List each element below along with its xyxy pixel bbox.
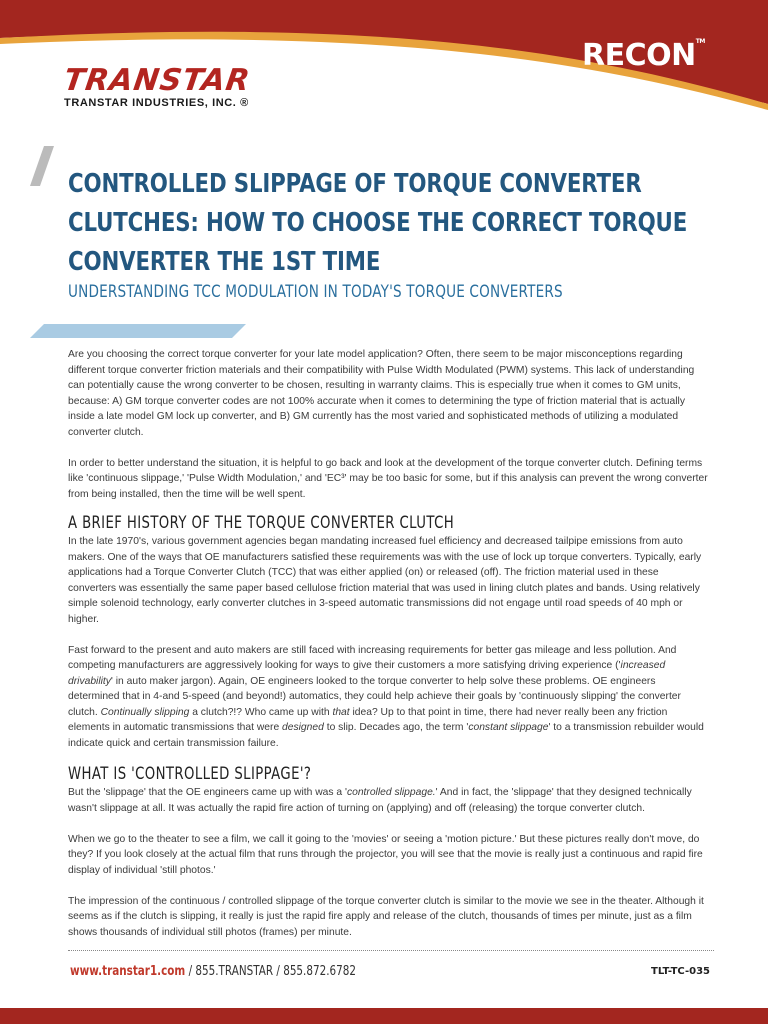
intro-paragraph: Are you choosing the correct torque converter for your late model application? Often, there seem to be major misconceptions regarding different torque converter friction materials and their compatibility with Pulse Width Modulated (PWM) systems. This lack of understanding can potentially cause the wrong converter to be chosen, resulting in warranty claims. This is especially true when it comes to GM units, because: A) GM torque converter codes are not 100% accurate when it comes to determining the type of friction material that is actually inside a late model GM lock up converter, and B) GM currently has the most varied and sophisticated methods of utilizing a modulated converter clutch. — [68, 349, 695, 438]
footer-bar — [0, 1008, 768, 1024]
slippage-paragraph: But the 'slippage' that the OE engineers came up with was a 'controlled slippage.' And in fact, the 'slippage' that they designed technically wasn't slippage at all. It was actually the rapid fire action of turning on (applying) and off (releasing) the torque converter clutch. — [68, 787, 692, 814]
article-body — [68, 347, 708, 956]
page-title — [68, 165, 708, 282]
transtar-logo — [61, 63, 253, 109]
title-line: CONTROLLED SLIPPAGE OF TORQUE CONVERTER — [68, 169, 642, 199]
subtitle-underline-bar — [30, 324, 246, 338]
website-link[interactable]: www.transtar1.com — [70, 964, 186, 979]
title-slash-accent — [30, 146, 54, 186]
document-id: TLT-TC-035 — [651, 966, 710, 977]
footer-contact — [70, 964, 356, 979]
recon-logo — [582, 38, 705, 73]
title-line: CLUTCHES: HOW TO CHOOSE THE CORRECT TORQUE — [68, 208, 688, 238]
recon-logo-text: RECON — [582, 38, 696, 73]
slippage-paragraph: When we go to the theater to see a film, we call it going to the 'movies' or seeing a 'motion picture.' But these pictures really don't move, do they? If you look closely at the actual film that runs through the projector, you will see that the movie is really just a continuous and rapid fire display of individual 'still photos.' — [68, 833, 703, 876]
page-subtitle: UNDERSTANDING TCC MODULATION IN TODAY'S TORQUE CONVERTERS — [68, 282, 563, 302]
footer-divider — [68, 950, 714, 951]
slippage-paragraph: The impression of the continuous / controlled slippage of the torque converter clutch is similar to the movie we see in the theater. Although it seems as if the clutch is slipping, it really is just the rapid fire apply and release of the clutch, thousands of times per minute, just as a film shows thousands of individual still photos (frames) per minute. — [68, 895, 704, 938]
section-heading-controlled-slippage: WHAT IS 'CONTROLLED SLIPPAGE'? — [68, 764, 312, 784]
intro-paragraph: In order to better understand the situation, it is helpful to go back and look at the development of the torque converter clutch. Defining terms like 'continuous slippage,' 'Pulse Width Modulation,' and 'EC³' may be too basic for some, but if this analysis can prevent the wrong converter from being installed, then the time will be well spent. — [68, 457, 708, 500]
history-paragraph: In the late 1970's, various government agencies began mandating increased fuel efficiency and decreased tailpipe emissions from auto makers. One of the ways that OE manufacturers satisfied these requirements was with the use of lock up torque converters. Typically, early applications had a Torque Converter Clutch (TCC) that was either applied (on) or released (off). The friction material used in these converters was essentially the same paper based cellulose friction material that was used in lining clutch plates and bands. Using relatively simple solenoid technology, early converter clutches in 3-speed automatic transmissions did not engage until road speeds of 40 mph or higher. — [68, 536, 702, 625]
phone-numbers: / 855.TRANSTAR / 855.872.6782 — [185, 964, 356, 979]
title-line: CONVERTER THE 1ST TIME — [68, 247, 381, 277]
transtar-logo-wordmark: TRANSTAR — [61, 63, 253, 98]
history-paragraph: Fast forward to the present and auto makers are still faced with increasing requirements for better gas mileage and less pollution. And competing manufacturers are aggressively looking for ways to give their customers a more satisfying driving experience ('increased drivability' in auto maker jargon). Again, OE engineers looked to the torque converter to help solve these problems. OE engineers determined that in 4-and 5-speed (and beyond!) automatics, they could help achieve their goals by 'continuously slipping' the converter clutch. Continually slipping a clutch?!? Who came up with that idea? Up to that point in time, there had never really been any friction elements in automatic transmissions that were designed to slip. Decades ago, the term 'constant slippage' to a transmission rebuilder would indicate quick and certain transmission failure. — [68, 644, 704, 749]
section-heading-history: A BRIEF HISTORY OF THE TORQUE CONVERTER CLUTCH — [68, 513, 455, 533]
trademark-mark: TM — [695, 38, 705, 45]
company-name: TRANSTAR INDUSTRIES, INC. ® — [64, 97, 249, 109]
